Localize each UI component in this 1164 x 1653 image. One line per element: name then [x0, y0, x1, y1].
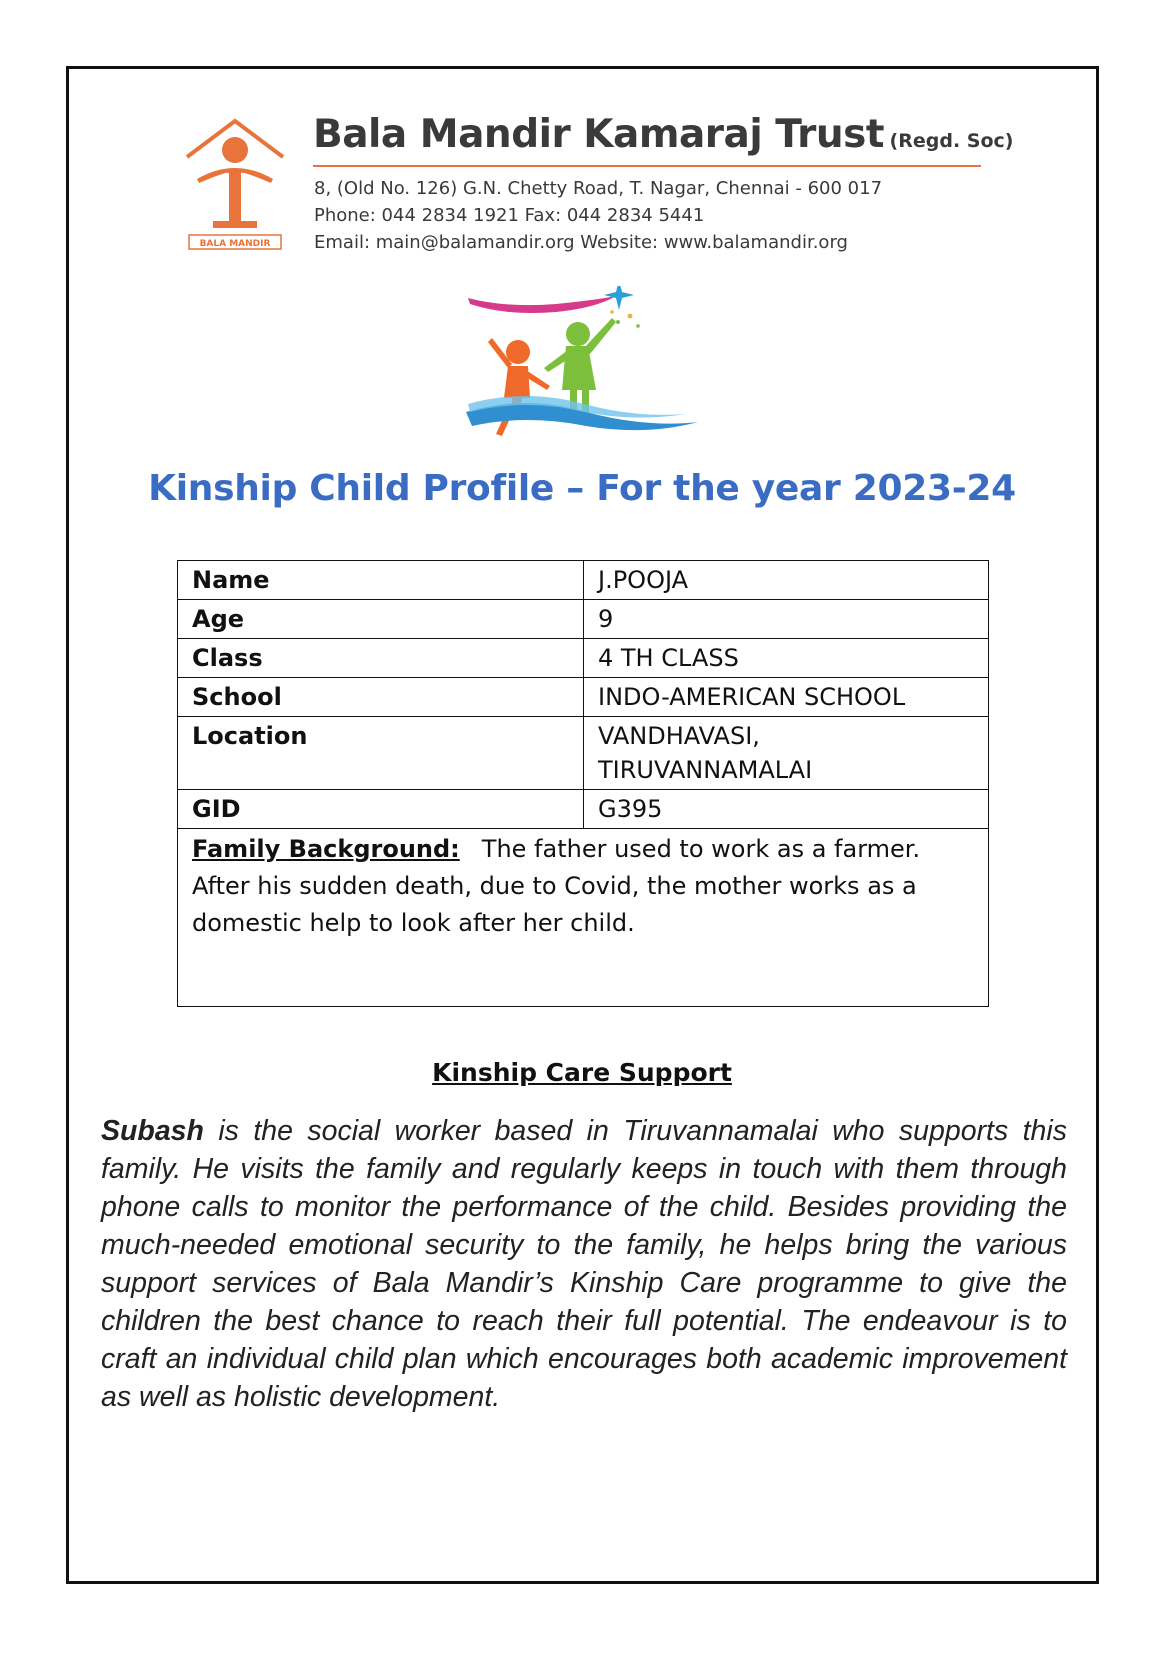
table-row [178, 561, 989, 600]
document-title: Kinship Child Profile – For the year 2023-24 [148, 468, 1016, 509]
table-row [178, 678, 989, 717]
table-row [178, 790, 989, 829]
row-label: School [178, 678, 584, 717]
support-text: is the social worker based in Tiruvannamalai who supports this family. He visits the family and regularly keeps in touch with them through phone calls to monitor the performance of the child. Besides providing the much-needed emotional security to the family, he helps bring the various support services of Bala Mandir’s Kinship Care programme to give the children the best chance to reach their full potential. The endeavour is to craft an individual child plan which encourages both academic improvement as well as holistic development. [101, 1115, 1067, 1413]
table-row [178, 639, 989, 678]
row-label: Age [178, 600, 584, 639]
row-label: Name [178, 561, 584, 600]
letterhead-divider [313, 165, 981, 167]
support-paragraph [101, 1112, 1067, 1416]
support-heading: Kinship Care Support [432, 1058, 732, 1087]
family-background-label: Family Background: [192, 835, 460, 863]
org-name-main: Bala Mandir Kamaraj Trust [313, 112, 884, 157]
row-value: J.POOJA [584, 561, 989, 600]
family-background-row [178, 829, 989, 1007]
bala-mandir-logo [183, 117, 287, 251]
row-value: 4 TH CLASS [584, 639, 989, 678]
org-address: 8, (Old No. 126) G.N. Chetty Road, T. Nagar, Chennai - 600 017 [314, 178, 883, 199]
org-name-suffix: (Regd. Soc) [889, 130, 1014, 152]
org-phone-fax: Phone: 044 2834 1921 Fax: 044 2834 5441 [314, 205, 705, 226]
family-background-cell [178, 829, 989, 1007]
child-profile-table [177, 560, 989, 1007]
row-label: GID [178, 790, 584, 829]
org-email-website: Email: main@balamandir.org Website: www.balamandir.org [314, 232, 848, 253]
row-label: Location [178, 717, 584, 790]
row-value: INDO-AMERICAN SCHOOL [584, 678, 989, 717]
family-background-text: The father used to work as a farmer. After his sudden death, due to Covid, the mother works as a domestic help to look after her child. [192, 835, 921, 937]
kinship-children-illustration [466, 286, 698, 448]
social-worker-name: Subash [101, 1115, 204, 1147]
org-name [313, 112, 1013, 157]
table-row [178, 717, 989, 790]
row-value: G395 [584, 790, 989, 829]
row-value: VANDHAVASI, TIRUVANNAMALAI [584, 717, 989, 790]
row-value: 9 [584, 600, 989, 639]
table-row [178, 600, 989, 639]
row-label: Class [178, 639, 584, 678]
logo-caption: BALA MANDIR [199, 239, 271, 249]
